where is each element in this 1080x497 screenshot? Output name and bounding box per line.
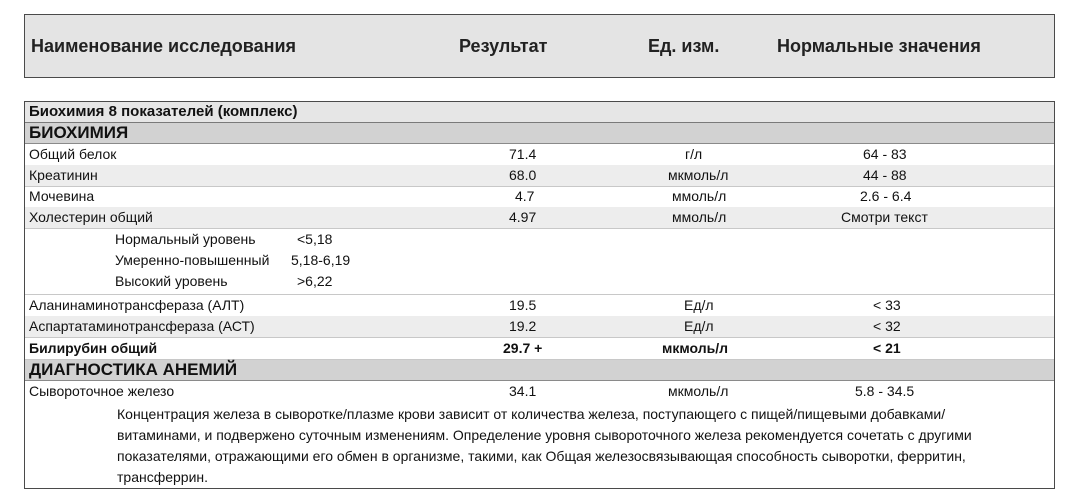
test-result: 4.97 [509,209,537,225]
panel-title-row [25,102,1054,123]
test-norm: 5.8 - 34.5 [855,383,915,399]
report-table [24,101,1055,489]
test-name: Аспартатаминотрансфераза (АСТ) [29,318,255,334]
test-norm: < 33 [873,297,901,313]
table-row [25,381,1054,402]
table-row [25,186,1054,208]
test-result: 71.4 [509,146,537,162]
cholesterol-level-row [25,250,1054,271]
test-unit: Ед/л [684,318,714,334]
table-header [24,14,1055,78]
test-name: Сывороточное железо [29,383,175,399]
test-name: Мочевина [29,188,95,204]
test-name: Аланинаминотрансфераза (АЛТ) [29,297,245,313]
table-row [25,165,1054,187]
test-result: 19.5 [509,297,537,313]
panel-title: Биохимия 8 показателей (комплекс) [29,103,298,120]
test-name: Общий белок [29,146,117,162]
level-label: Умеренно-повышенный [115,252,270,268]
header-name: Наименование исследования [31,36,297,56]
cholesterol-level-row [25,229,1054,250]
table-row [25,294,1054,317]
test-name: Холестерин общий [29,209,153,225]
cholesterol-level-row [25,271,1054,292]
test-name: Билирубин общий [29,340,158,356]
table-row [25,338,1054,360]
test-name: Креатинин [29,167,98,183]
section-biochem [25,123,1054,144]
header-unit: Ед. изм. [648,36,720,56]
test-unit: Ед/л [684,297,714,313]
test-norm: Смотри текст [841,209,928,225]
header-norm: Нормальные значения [777,36,981,56]
header-result: Результат [459,36,548,56]
test-unit: ммоль/л [672,209,727,225]
test-norm: 44 - 88 [863,167,907,183]
level-value: >6,22 [297,273,333,289]
section-title: ДИАГНОСТИКА АНЕМИЙ [29,360,238,379]
test-result: 19.2 [509,318,537,334]
test-result: 68.0 [509,167,537,183]
test-unit: мкмоль/л [668,167,729,183]
level-label: Нормальный уровень [115,231,256,247]
iron-note: Концентрация железа в сыворотке/плазме крови зависит от количества железа, поступающего с пищей/пищевыми добавками/витаминами, и подвержено суточным изменениям. Определение уровня сывороточного железа рекомендуется сочетать с другими показателями, отражающими его обмен в организме, такими, как Общая железосвязывающая способность сыворотки, ферритин, трансферрин. [117,406,972,485]
table-row [25,207,1054,229]
level-value: 5,18-6,19 [291,252,351,268]
section-anemia [25,360,1054,381]
test-norm: 64 - 83 [863,146,907,162]
test-result: 4.7 [515,188,535,204]
level-value: <5,18 [297,231,333,247]
test-unit: г/л [685,146,703,162]
test-norm: < 21 [873,340,901,356]
test-norm: < 32 [873,318,901,334]
test-result: 29.7 + [503,340,543,356]
test-norm: 2.6 - 6.4 [860,188,912,204]
table-row [25,316,1054,338]
level-label: Высокий уровень [115,273,228,289]
test-unit: мкмоль/л [662,340,729,356]
test-unit: ммоль/л [672,188,727,204]
table-row [25,144,1054,166]
section-title: БИОХИМИЯ [29,123,129,142]
test-result: 34.1 [509,383,537,399]
test-unit: мкмоль/л [668,383,729,399]
